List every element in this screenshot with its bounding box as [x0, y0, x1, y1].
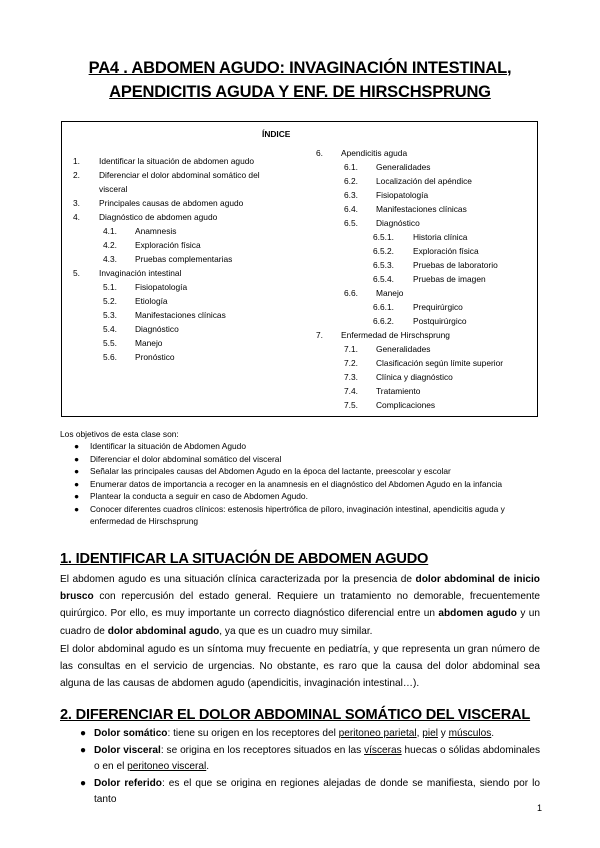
- index-entry-label: Generalidades: [376, 162, 431, 172]
- bullet-dolor-referido: [60, 776, 540, 809]
- index-entry-number: 5.: [73, 268, 80, 278]
- bullet-icon: ●: [74, 453, 80, 464]
- bullet-icon: ●: [74, 503, 80, 514]
- index-entry-number: 6.4.: [344, 204, 358, 214]
- text-run: y un cuadro de: [60, 608, 540, 637]
- text-run: huecas o sólidas abdominales o en el: [94, 744, 540, 772]
- index-entry: [73, 350, 303, 364]
- index-entry-number: 6.5.: [344, 218, 358, 228]
- index-entry-number: 7.5.: [344, 400, 358, 410]
- index-entry-label: Generalidades: [376, 344, 431, 354]
- index-entry: [316, 300, 536, 314]
- index-entry: [316, 328, 536, 342]
- underlined-term: músculos: [448, 728, 492, 739]
- index-entry: [316, 384, 536, 398]
- index-entry-number: 7.3.: [344, 372, 358, 382]
- index-entry: [73, 280, 303, 294]
- text-run: El abdomen agudo es una situación clínica caracterizada por la presencia de: [60, 574, 416, 585]
- index-entry-number: 7.4.: [344, 386, 358, 396]
- index-entry-label: Enfermedad de Hirschsprung: [341, 330, 450, 340]
- index-entry: [316, 370, 536, 384]
- index-entry-number: 6.5.4.: [373, 274, 394, 284]
- bold-term: Dolor referido: [94, 777, 162, 789]
- bold-term: Dolor somático: [94, 728, 168, 739]
- title-line-2: APENDICITIS AGUDA Y ENF. DE HIRSCHSPRUNG: [109, 83, 491, 101]
- objective-text: Identificar la situación de Abdomen Agudo: [90, 441, 246, 451]
- index-entry-label: Exploración física: [135, 240, 201, 250]
- index-entry-label: Principales causas de abdomen agudo: [99, 198, 244, 208]
- index-entry-number: 4.2.: [103, 240, 117, 250]
- section-1-paragraph-1: [60, 571, 540, 640]
- bold-term: abdomen agudo: [438, 608, 517, 620]
- bullet-icon: ●: [80, 744, 87, 756]
- index-entry-label: Anamnesis: [135, 226, 177, 236]
- index-entry: [316, 202, 536, 216]
- index-entry: [316, 258, 536, 272]
- index-entry: [73, 224, 303, 238]
- index-entry-number: 5.5.: [103, 338, 117, 348]
- index-entry: [316, 244, 536, 258]
- index-entry: [316, 160, 536, 174]
- index-entry-number: 5.3.: [103, 310, 117, 320]
- index-entry-number: 4.: [73, 212, 80, 222]
- index-entry-label: Diagnóstico: [135, 324, 179, 334]
- index-entry-label: Manifestaciones clínicas: [376, 204, 467, 214]
- index-entry-number: 7.1.: [344, 344, 358, 354]
- objectives-block: [60, 428, 540, 528]
- index-entry-number: 6.3.: [344, 190, 358, 200]
- objective-text: Diferenciar el dolor abdominal somático del visceral: [90, 453, 282, 464]
- index-entry-label: Diagnóstico de abdomen agudo: [99, 212, 218, 222]
- index-entry-number: 2.: [73, 170, 80, 180]
- objective-item: [60, 465, 540, 478]
- index-entry-label: Invaginación intestinal: [99, 268, 182, 278]
- section-1-paragraph-2: El dolor abdominal agudo es un síntoma muy frecuente en pediatría, y que representa un gran número de las consultas en el servicio de urgencias. No obstante, es raro que la causa del dolor abdominal sea alguna de las causas de abdomen agudo (apendicitis, invaginación intestinal…).: [60, 644, 540, 690]
- index-entry-label: Diferenciar el dolor abdominal somático del: [99, 170, 260, 180]
- index-left-column: [73, 154, 303, 364]
- index-entry-number: 6.5.2.: [373, 246, 394, 256]
- text-run: .: [206, 761, 210, 772]
- section-1-heading: 1. IDENTIFICAR LA SITUACIÓN DE ABDOMEN AGUDO: [60, 551, 429, 567]
- index-entry-label: Identificar la situación de abdomen agudo: [99, 156, 255, 166]
- index-entry-label: Pruebas de imagen: [413, 274, 486, 284]
- index-entry-label: Clasificación según límite superior: [376, 358, 504, 368]
- index-entry-label: Fisiopatología: [376, 190, 429, 200]
- text-run: ,: [416, 728, 423, 739]
- objective-item: [60, 503, 540, 528]
- objective-item: [60, 453, 540, 466]
- index-entry-number: 6.: [316, 148, 323, 158]
- bullet-dolor-visceral: [60, 743, 540, 776]
- index-entry-label: Pruebas complementarias: [135, 254, 233, 264]
- index-entry-label: Pronóstico: [135, 352, 175, 362]
- index-entry: [73, 196, 303, 210]
- index-entry-label: Exploración física: [413, 246, 479, 256]
- index-entry: [316, 216, 536, 230]
- index-entry-number: 3.: [73, 198, 80, 208]
- bold-term: dolor abdominal agudo: [107, 625, 220, 637]
- text-run: y: [437, 728, 449, 739]
- objective-text: Conocer diferentes cuadros clínicos: estenosis hipertrófica de píloro, invaginación intestinal, apendicitis aguda y enfermedad de Hirschsprung: [90, 503, 505, 526]
- section-2-bullets: [60, 726, 540, 809]
- index-entry-label: Complicaciones: [376, 400, 436, 410]
- underlined-term: vísceras: [364, 744, 402, 756]
- text-run: : se origina en los receptores situados en las: [160, 744, 365, 756]
- index-entry-number: 5.1.: [103, 282, 117, 292]
- objective-text: Plantear la conducta a seguir en caso de Abdomen Agudo.: [90, 491, 308, 501]
- index-entry: [73, 154, 303, 168]
- index-entry: [73, 266, 303, 280]
- index-entry: [316, 146, 536, 160]
- index-entry-label: Fisiopatología: [135, 282, 188, 292]
- index-heading: ÍNDICE: [262, 129, 291, 139]
- index-entry-number: 4.1.: [103, 226, 117, 236]
- index-entry: [73, 322, 303, 336]
- bullet-icon: ●: [80, 777, 87, 789]
- text-run: : tiene su origen en los receptores del: [167, 728, 339, 739]
- index-entry: [73, 252, 303, 266]
- objective-item: [60, 440, 540, 453]
- title-line-1: PA4 . ABDOMEN AGUDO: INVAGINACIÓN INTESTINAL,: [88, 59, 512, 77]
- index-entry: [316, 174, 536, 188]
- index-entry-number: 5.4.: [103, 324, 117, 334]
- index-entry-label: Apendicitis aguda: [341, 148, 408, 158]
- index-right-column: [316, 146, 536, 412]
- index-entry: [316, 342, 536, 356]
- bold-term: dolor abdominal de inicio brusco: [60, 574, 540, 603]
- index-entry-label: Manejo: [135, 338, 163, 348]
- index-entry-number: 6.6.1.: [373, 302, 394, 312]
- index-entry-label: Tratamiento: [376, 386, 421, 396]
- index-entry: [316, 356, 536, 370]
- bullet-dolor-somatico: [60, 726, 540, 743]
- index-entry: [316, 230, 536, 244]
- index-entry: [73, 168, 303, 182]
- objectives-list: [60, 440, 540, 528]
- index-entry-label: Clínica y diagnóstico: [376, 372, 453, 382]
- index-entry: [73, 210, 303, 224]
- index-entry-label: Diagnóstico: [376, 218, 420, 228]
- index-entry-label: Manifestaciones clínicas: [135, 310, 226, 320]
- index-entry-label: Postquirúrgico: [413, 316, 467, 326]
- bullet-icon: ●: [74, 441, 80, 451]
- text-run: , ya que es un cuadro muy similar.: [219, 625, 373, 637]
- document-title: [60, 56, 540, 104]
- bullet-icon: ●: [74, 478, 80, 489]
- index-entry: [316, 272, 536, 286]
- index-entry-number: 6.2.: [344, 176, 358, 186]
- index-entry-number: 6.6.2.: [373, 316, 394, 326]
- index-entry-number: 6.1.: [344, 162, 358, 172]
- bullet-icon: ●: [74, 491, 80, 501]
- text-run: con repercusión del estado general. Requiere un tratamiento no demorable, frecuentemente quirúrgico. Por ello, es muy importante un correcto diagnóstico diferencial entre un: [60, 591, 540, 620]
- bullet-icon: ●: [80, 728, 87, 739]
- index-entry-label: Historia clínica: [413, 232, 468, 242]
- index-entry-number: 4.3.: [103, 254, 117, 264]
- index-entry-label: Prequirúrgico: [413, 302, 463, 312]
- index-entry-label: Pruebas de laboratorio: [413, 260, 498, 270]
- index-entry: [73, 308, 303, 322]
- index-entry: [316, 286, 536, 300]
- underlined-term: piel: [422, 728, 438, 739]
- index-entry: [73, 294, 303, 308]
- index-entry-label: visceral: [99, 184, 128, 194]
- index-entry: [316, 188, 536, 202]
- index-entry-number: 1.: [73, 156, 80, 166]
- index-entry: [73, 336, 303, 350]
- index-entry-number: 6.5.1.: [373, 232, 394, 242]
- index-entry-number: 6.6.: [344, 288, 358, 298]
- index-entry: [316, 398, 536, 412]
- text-run: : es el que se origina en regiones alejadas de donde se manifiesta, siendo por lo tanto: [94, 777, 540, 805]
- index-entry: [316, 314, 536, 328]
- objective-item: [60, 478, 540, 491]
- index-entry-label: Manejo: [376, 288, 404, 298]
- index-entry-number: 5.6.: [103, 352, 117, 362]
- index-entry-number: 6.5.3.: [373, 260, 394, 270]
- bold-term: Dolor visceral: [94, 744, 161, 756]
- index-entry: [73, 238, 303, 252]
- objective-item: [60, 490, 540, 503]
- index-entry-number: 7.2.: [344, 358, 358, 368]
- objective-text: Señalar las principales causas del Abdomen Agudo en la época del lactante, preescolar y escolar: [90, 466, 451, 476]
- text-run: .: [491, 728, 495, 739]
- objective-text: Enumerar datos de importancia a recoger en la anamnesis en el diagnóstico del Abdomen Agudo en la infancia: [90, 478, 503, 489]
- bullet-icon: ●: [74, 466, 80, 476]
- index-entry: [73, 182, 303, 196]
- index-entry-number: 7.: [316, 330, 323, 340]
- index-entry-number: 5.2.: [103, 296, 117, 306]
- objectives-lead: Los objetivos de esta clase son:: [60, 429, 179, 439]
- page-number: 1: [537, 803, 543, 813]
- index-entry-label: Etiología: [135, 296, 168, 306]
- underlined-term: peritoneo parietal: [338, 728, 417, 739]
- index-entry-label: Localización del apéndice: [376, 176, 472, 186]
- section-2-heading: 2. DIFERENCIAR EL DOLOR ABDOMINAL SOMÁTICO DEL VISCERAL: [60, 707, 531, 723]
- underlined-term: peritoneo visceral: [127, 761, 207, 772]
